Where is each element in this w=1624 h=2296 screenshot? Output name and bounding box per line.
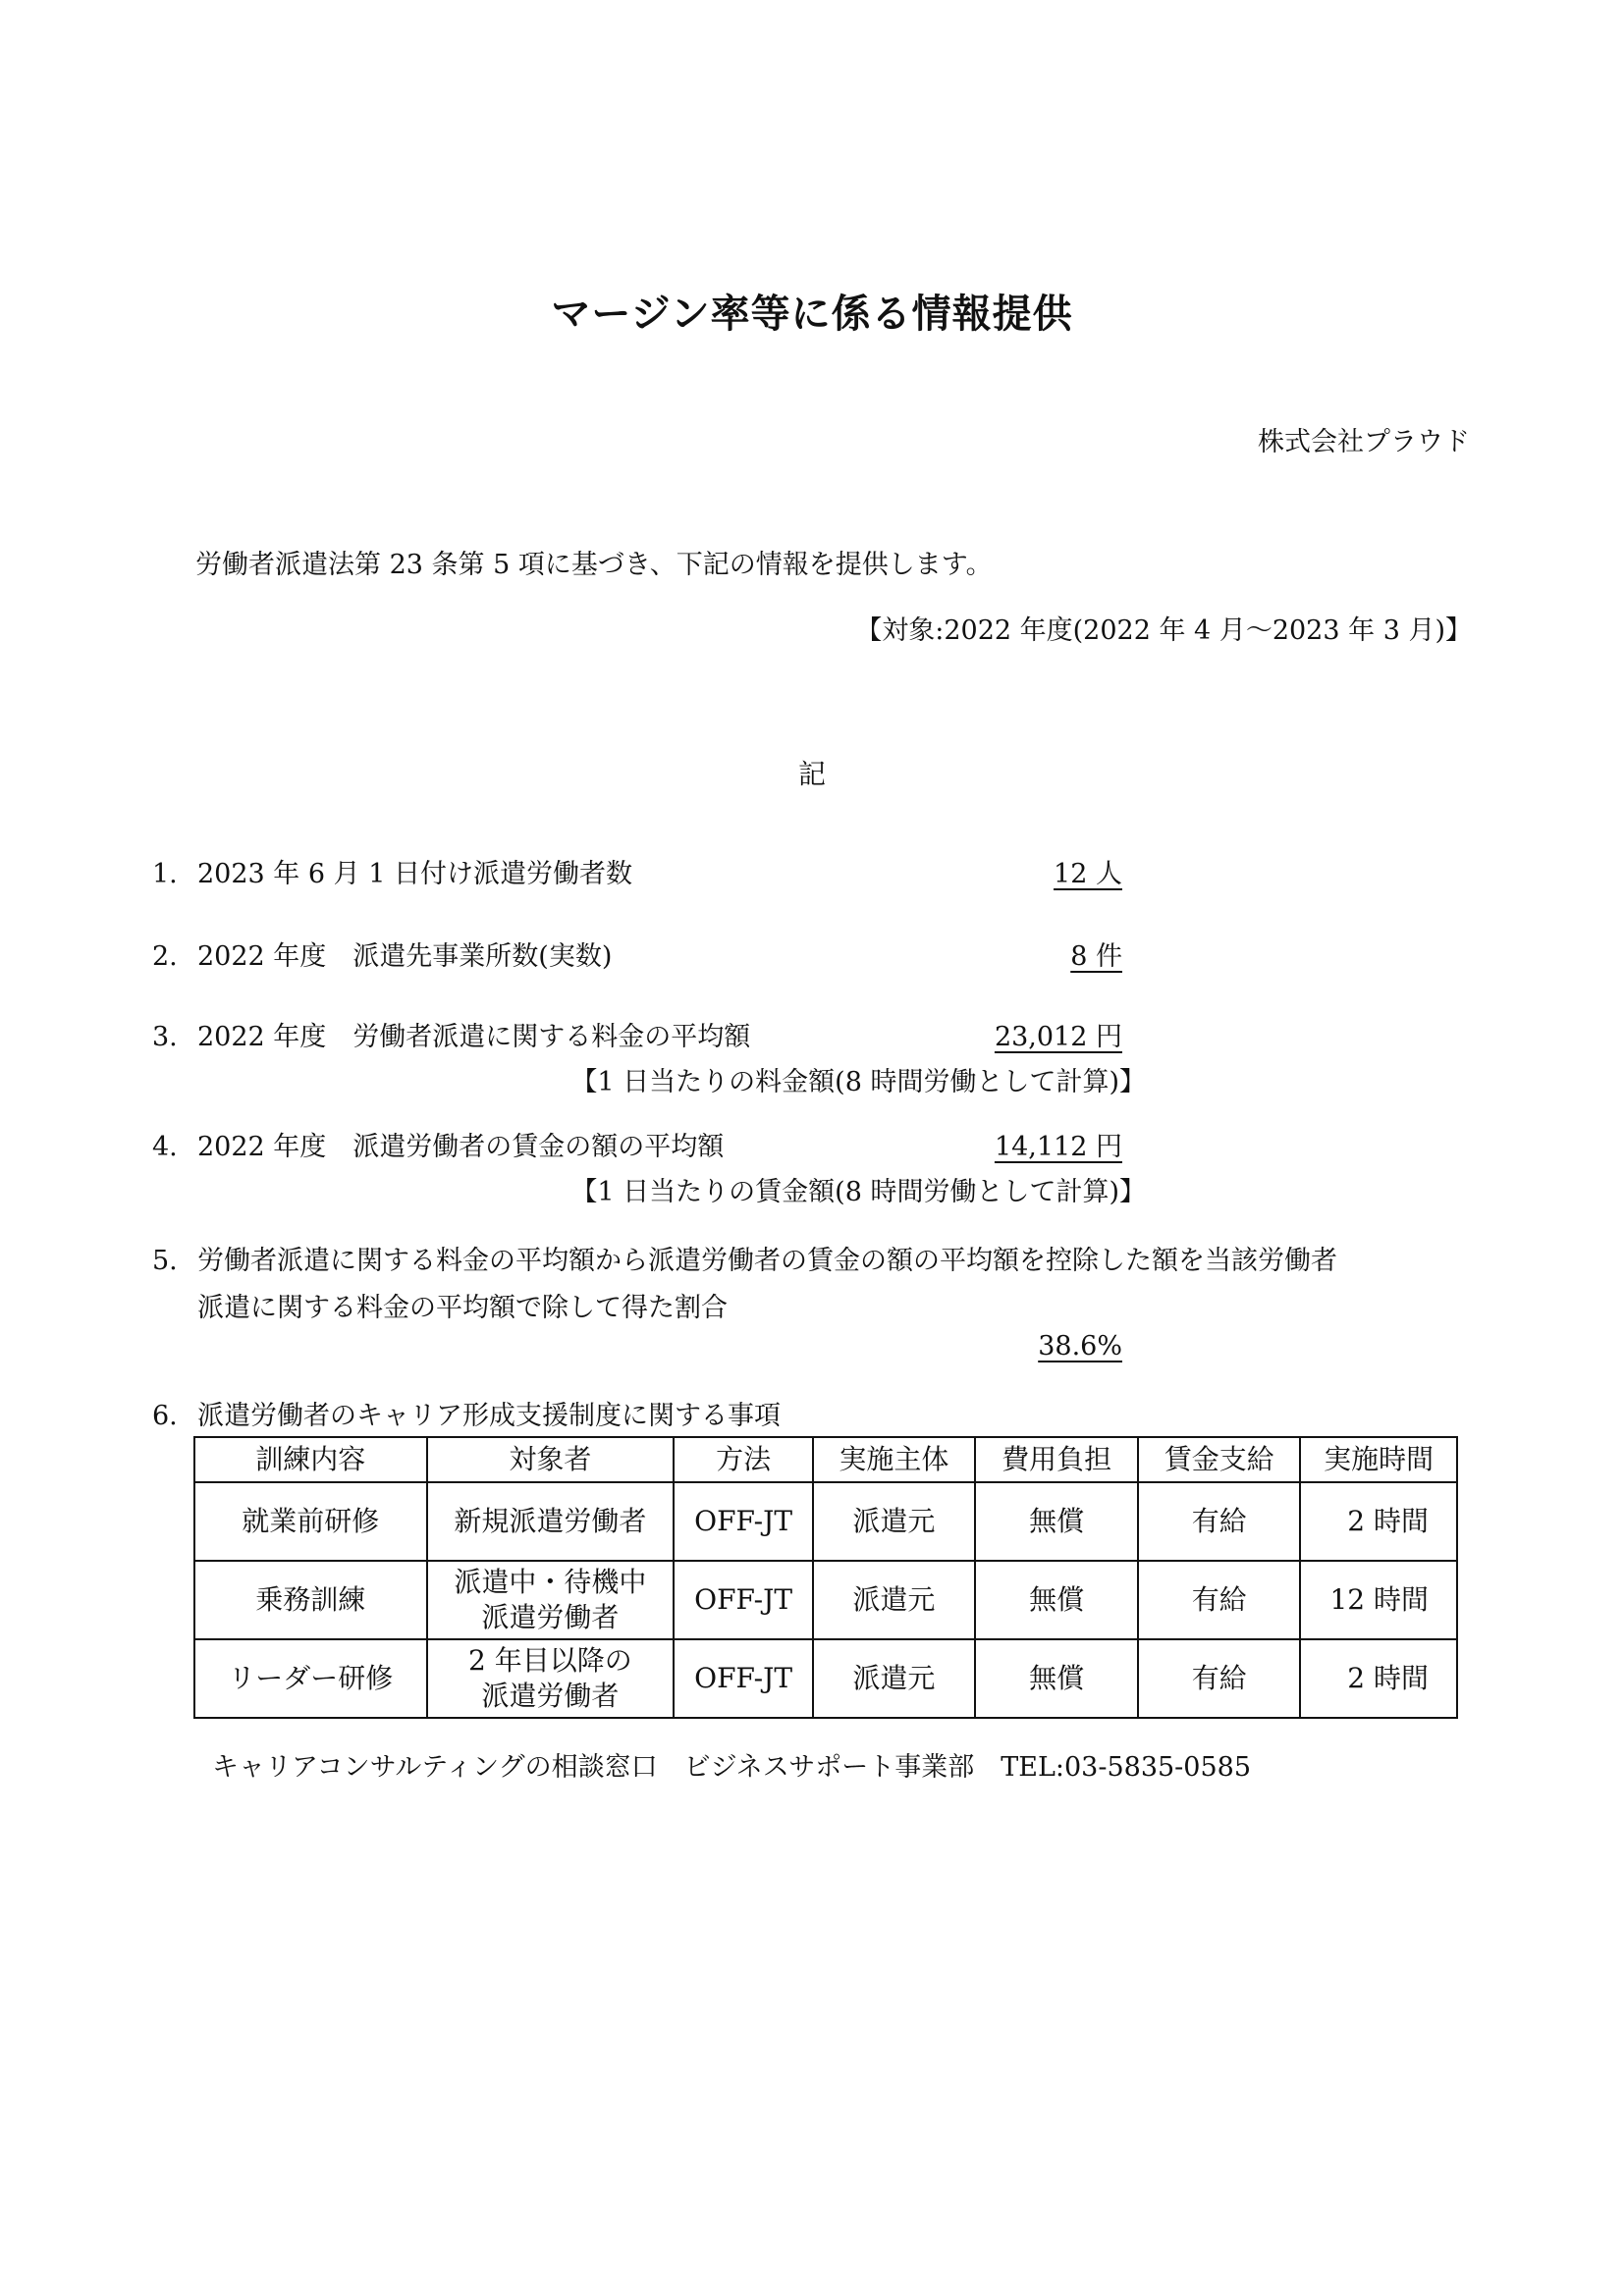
cell-time: 2 時間 xyxy=(1300,1482,1457,1561)
item-3 xyxy=(152,1015,750,1053)
item-2 xyxy=(152,934,612,973)
item-1-value: 12 人 xyxy=(1054,859,1122,889)
cell-body: 派遣元 xyxy=(813,1482,975,1561)
item-label: 2022 年度 派遣先事業所数(実数) xyxy=(197,941,613,972)
item-5-label-cont: 派遣に関する料金の平均額で除して得た割合 xyxy=(197,1293,728,1323)
table-row xyxy=(194,1561,1457,1639)
cell-time: 2 時間 xyxy=(1300,1639,1457,1718)
item-4-note: 【1 日当たりの賃金額(8 時間労働として計算)】 xyxy=(570,1177,1146,1207)
cell-method: OFF-JT xyxy=(674,1639,813,1718)
item-number: 4. xyxy=(152,1132,178,1162)
item-number: 1. xyxy=(152,859,178,889)
cell-content: リーダー研修 xyxy=(194,1639,427,1718)
item-number: 2. xyxy=(152,941,178,972)
item-label: 派遣労働者のキャリア形成支援制度に関する事項 xyxy=(197,1401,781,1431)
cell-wage: 有給 xyxy=(1138,1561,1300,1639)
column-header: 実施主体 xyxy=(813,1437,975,1482)
item-5 xyxy=(152,1239,1337,1277)
column-header: 方法 xyxy=(674,1437,813,1482)
page-title: マージン率等に係る情報提供 xyxy=(551,291,1073,337)
cell-method: OFF-JT xyxy=(674,1482,813,1561)
table-row xyxy=(194,1639,1457,1718)
cell-content: 乗務訓練 xyxy=(194,1561,427,1639)
item-3-note: 【1 日当たりの料金額(8 時間労働として計算)】 xyxy=(570,1067,1146,1097)
item-number: 5. xyxy=(152,1246,178,1276)
cell-wage: 有給 xyxy=(1138,1482,1300,1561)
item-label: 労働者派遣に関する料金の平均額から派遣労働者の賃金の額の平均額を控除した額を当該労働者 xyxy=(197,1246,1337,1276)
table-row xyxy=(194,1482,1457,1561)
cell-body: 派遣元 xyxy=(813,1639,975,1718)
cell-target xyxy=(427,1639,675,1718)
column-header: 賃金支給 xyxy=(1138,1437,1300,1482)
item-label: 2022 年度 労働者派遣に関する料金の平均額 xyxy=(197,1022,751,1052)
item-6 xyxy=(152,1394,781,1432)
company-name: 株式会社プラウド xyxy=(1258,427,1470,457)
item-number: 6. xyxy=(152,1401,178,1431)
training-table xyxy=(193,1436,1458,1719)
intro-text: 労働者派遣法第 23 条第 5 項に基づき、下記の情報を提供します。 xyxy=(195,550,993,580)
cell-cost: 無償 xyxy=(975,1482,1139,1561)
item-4-value: 14,112 円 xyxy=(994,1132,1122,1162)
cell-cost: 無償 xyxy=(975,1561,1139,1639)
column-header: 対象者 xyxy=(427,1437,675,1482)
item-1 xyxy=(152,852,632,890)
target-line: 新規派遣労働者 xyxy=(454,1505,647,1537)
target-line: 派遣中・待機中 xyxy=(454,1566,647,1598)
cell-content: 就業前研修 xyxy=(194,1482,427,1561)
ki-heading: 記 xyxy=(797,758,826,790)
target-line: 2 年目以降の xyxy=(468,1644,632,1677)
cell-wage: 有給 xyxy=(1138,1639,1300,1718)
table-header-row xyxy=(194,1437,1457,1482)
cell-time: 12 時間 xyxy=(1300,1561,1457,1639)
cell-target xyxy=(427,1482,675,1561)
item-3-value: 23,012 円 xyxy=(994,1022,1122,1052)
item-label: 2023 年 6 月 1 日付け派遣労働者数 xyxy=(197,859,632,889)
item-label: 2022 年度 派遣労働者の賃金の額の平均額 xyxy=(197,1132,725,1162)
item-4 xyxy=(152,1125,724,1163)
column-header: 訓練内容 xyxy=(194,1437,427,1482)
target-line: 派遣労働者 xyxy=(481,1680,620,1712)
cell-method: OFF-JT xyxy=(674,1561,813,1639)
cell-target xyxy=(427,1561,675,1639)
contact-info: キャリアコンサルティングの相談窓口 ビジネスサポート事業部 TEL:03-5835-0585 xyxy=(212,1752,1252,1783)
column-header: 実施時間 xyxy=(1300,1437,1457,1482)
target-line: 派遣労働者 xyxy=(481,1601,620,1633)
column-header: 費用負担 xyxy=(975,1437,1139,1482)
target-period: 【対象:2022 年度(2022 年 4 月～2023 年 3 月)】 xyxy=(855,615,1472,646)
cell-body: 派遣元 xyxy=(813,1561,975,1639)
item-5-value: 38.6% xyxy=(1038,1331,1122,1362)
item-number: 3. xyxy=(152,1022,178,1052)
cell-cost: 無償 xyxy=(975,1639,1139,1718)
item-2-value: 8 件 xyxy=(1070,941,1122,972)
